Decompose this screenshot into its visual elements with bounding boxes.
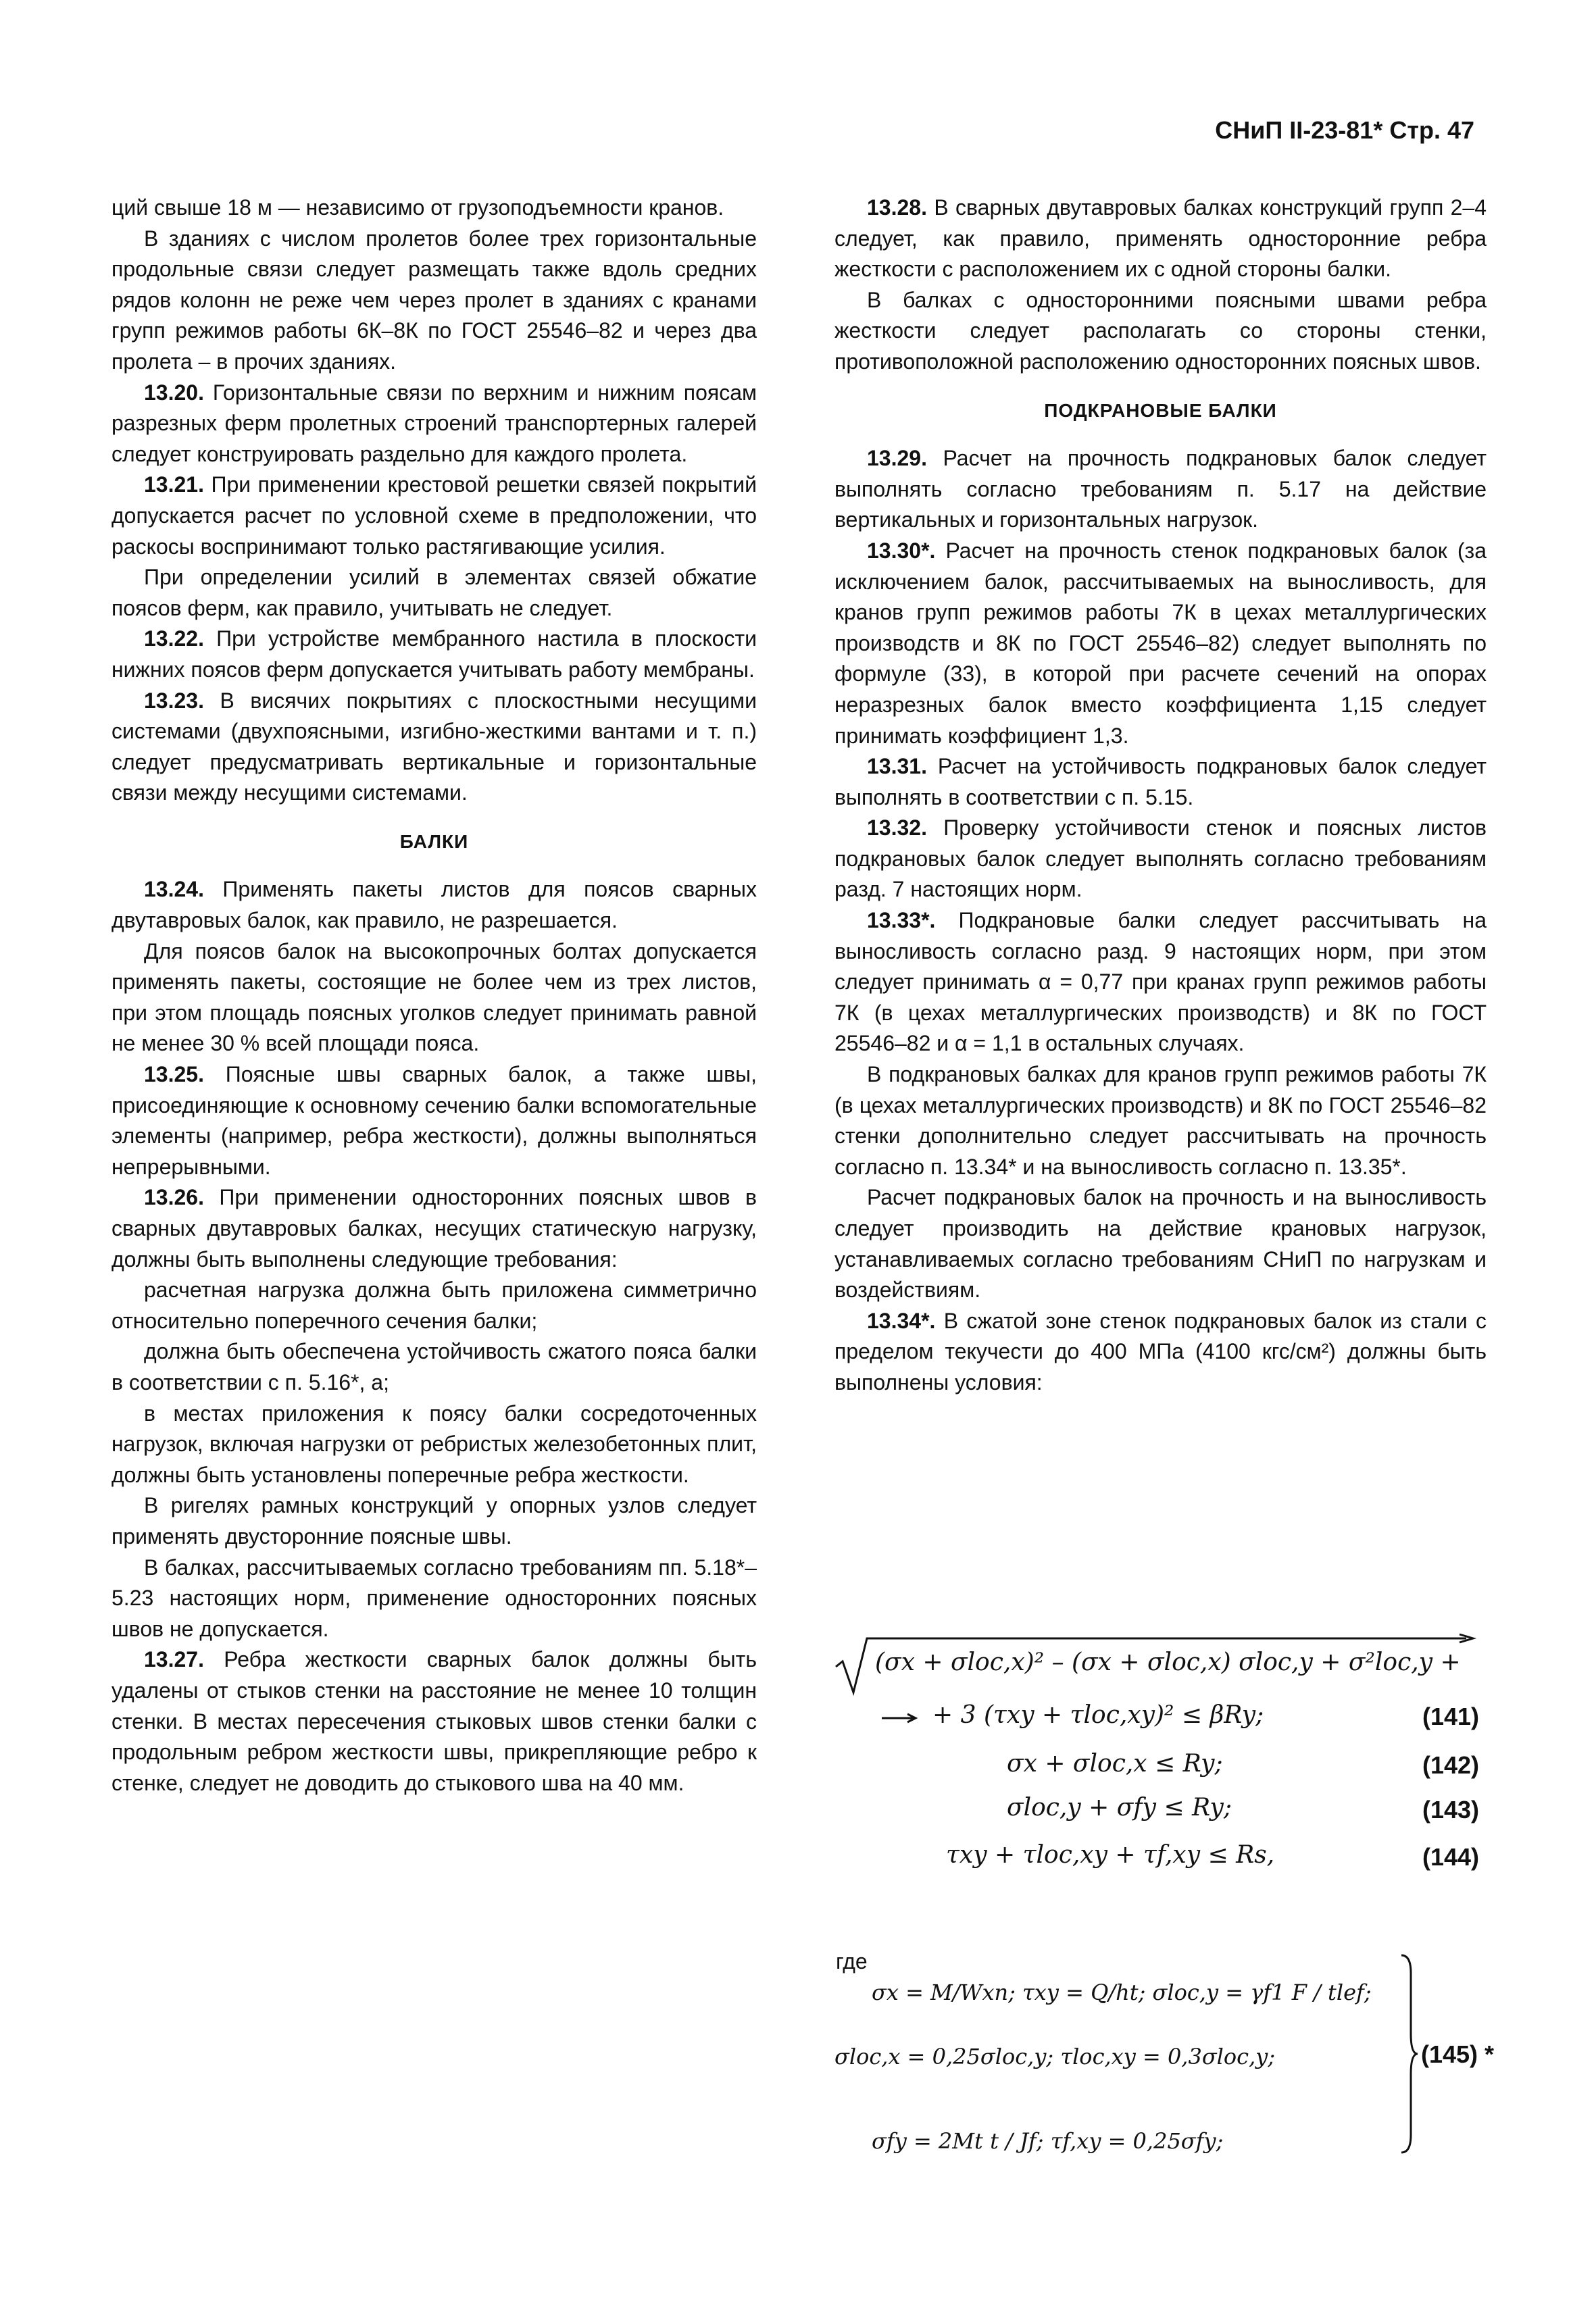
paragraph-text: Применять пакеты листов для поясов сварных двутавровых балок, как правило, не разрешается. [111,877,757,933]
paragraph [834,1059,1487,1182]
paragraph-text: При применении односторонних поясных швов в сварных двутавровых балках, несущих статическую нагрузку, должны быть выполнены следующие требования: [111,1185,757,1272]
clause-number: 13.31. [867,754,927,779]
paragraph-text: Для поясов балок на высокопрочных болтах допускается применять пакеты, состоящие не более чем из трех листов, при этом площадь поясных уголков следует принимать равной не менее 30 % всей площади пояса. [111,938,757,1056]
paragraph-text: должна быть обеспечена устойчивость сжатого пояса балки в соответствии с п. 5.16*, а; [111,1339,757,1394]
formula-number-142: (142) [1422,1751,1480,1779]
paragraph [111,193,757,224]
paragraph-text: В ригелях рамных конструкций у опорных узлов следует применять двусторонние поясные швы. [111,1493,757,1549]
paragraph [834,1306,1487,1399]
paragraph [834,751,1487,813]
paragraph [834,193,1487,285]
paragraph [111,1553,757,1645]
paragraph-text: расчетная нагрузка должна быть приложена симметрично относительно поперечного сечения балки; [111,1278,757,1333]
paragraph-text: Подкрановые балки следует рассчитывать на выносливость согласно разд. 9 настоящих норм, при этом следует принимать α = 0,77 при кранах групп режимов работы 7К (в цехах металлургических производств) и 8К по ГОСТ 25546–82 и α = 1,1 в остальных случаях. [834,908,1487,1056]
paragraph [111,224,757,378]
paragraph [834,536,1487,751]
paragraph [111,1644,757,1799]
paragraph-text: В зданиях с числом пролетов более трех горизонтальные продольные связи следует размещать также вдоль средних рядов колонн не реже чем через пролет в зданиях с кранами групп режимов работы 6К–8К по ГОСТ 25546–82 и через два пролета – в прочих зданиях. [111,226,757,374]
paragraph-text: Поясные швы сварных балок, а также швы, присоединяющие к основному сечению балки вспомогательные элементы (например, ребра жесткости), должны выполняться непрерывными. [111,1062,757,1179]
paragraph-text: Расчет на прочность подкрановых балок следует выполнять согласно требованиям п. 5.17 на действие вертикальных и горизонтальных нагрузок. [834,446,1487,532]
formula-145-row1: σx = M/Wxn; τxy = Q/ht; σloc,y = γf1 F / tlef; [872,1980,1372,2005]
clause-number: 13.29. [867,446,927,471]
paragraph-text: Расчет на прочность стенок подкрановых балок (за исключением балок, рассчитываемых на выносливость, для кранов групп режимов работы 7К в цехах металлургических производств и 8К по ГОСТ 25546–82) следует выполнять по формуле (33), в которой при расчете сечений на опорах неразрезных балок вместо коэффициента 1,15 следует принимать коэффициент 1,3. [834,538,1487,748]
section-heading: ПОДКРАНОВЫЕ БАЛКИ [1044,399,1277,421]
clause-number: 13.26. [144,1185,204,1210]
formula-141-line2: + 3 (τxy + τloc,xy)² ≤ βRy; [932,1701,1264,1729]
formula-145-row3: σfy = 2Mt t / Jf; τf,xy = 0,25σfy; [872,2128,1224,2154]
paragraph [111,562,757,624]
paragraph [834,813,1487,905]
clause-number: 13.27. [144,1647,204,1672]
paragraph-text: ций свыше 18 м — независимо от грузоподъемности кранов. [111,195,724,220]
right-brace [1399,1953,1419,2155]
paragraph-text: При определении усилий в элементах связей обжатие поясов ферм, как правило, учитывать не следует. [111,565,757,620]
paragraph [111,1182,757,1275]
formula-141-line1: (σx + σloc,x)² – (σx + σloc,x) σloc,y + σ²loc,y + [875,1649,1461,1676]
page-header: СНиП II-23-81* Стр. 47 [1215,116,1474,144]
paragraph-text: в местах приложения к поясу балки сосредоточенных нагрузок, включая нагрузки от ребристых железобетонных плит, должны быть установлены поперечные ребра жесткости. [111,1401,757,1487]
formula-number-144: (144) [1422,1843,1480,1871]
paragraph [111,1490,757,1552]
right-column [834,193,1487,1399]
paragraph-text: При устройстве мембранного настила в плоскости нижних поясов ферм допускается учитывать работу мембраны. [111,626,757,682]
paragraph [834,285,1487,378]
paragraph [111,874,757,936]
clause-number: 13.32. [867,815,927,840]
clause-number: 13.23. [144,688,204,713]
clause-number: 13.28. [867,195,927,220]
formula-number-143: (143) [1422,1796,1480,1823]
paragraph [111,1399,757,1491]
formula-142: σx + σloc,x ≤ Ry; [1007,1750,1223,1778]
paragraph-text: При применении крестовой решетки связей покрытий допускается расчет по условной схеме в предположении, что раскосы воспринимают только растягивающие усилия. [111,472,757,559]
formula-number-145: (145) * [1421,2040,1495,2068]
clause-number: 13.24. [144,877,204,902]
paragraph-text: В сжатой зоне стенок подкрановых балок из стали с пределом текучести до 400 МПа (4100 кгс/см²) должны быть выполнены условия: [834,1308,1487,1394]
paragraph-text: Ребра жесткости сварных балок должны быть удалены от стыков стенки на расстояние не менее 10 толщин стенки. В местах пересечения стыковых швов стенки балки с продольным ребром жесткости швы, прикрепляющие ребро к стенке, следует не доводить до стыкового шва на 40 мм. [111,1647,757,1795]
left-column [111,193,757,1799]
paragraph-text: В сварных двутавровых балках конструкций групп 2–4 следует, как правило, применять односторонние ребра жесткости с расположением их с одной стороны балки. [834,195,1487,282]
paragraph [111,624,757,685]
clause-number: 13.30*. [867,538,936,563]
paragraph [834,905,1487,1059]
paragraph [111,1336,757,1398]
clause-number: 13.34*. [867,1308,936,1333]
paragraph-text: В подкрановых балках для кранов групп режимов работы 7К (в цехах металлургических производств) и 8К по ГОСТ 25546–82 стенки дополнительно следует рассчитывать на прочность согласно п. 13.34* и на выносливость согласно п. 13.35*. [834,1062,1487,1179]
paragraph [111,1059,757,1182]
paragraph [111,378,757,470]
where-label: где [836,1949,868,1973]
paragraph [111,470,757,562]
clause-number: 13.22. [144,626,204,651]
clause-number: 13.25. [144,1062,204,1087]
paragraph [834,443,1487,536]
paragraph-text: Расчет подкрановых балок на прочность и на выносливость следует производить на действие крановых нагрузок, устанавливаемых согласно требованиям СНиП по нагрузкам и воздействиям. [834,1185,1487,1303]
section-heading: БАЛКИ [399,830,469,852]
formula-143: σloc,y + σfy ≤ Ry; [1007,1794,1232,1821]
paragraph-text: Горизонтальные связи по верхним и нижним поясам разрезных ферм пролетных строений транспортерных галерей следует конструировать раздельно для каждого пролета. [111,380,757,466]
paragraph-text: В висячих покрытиях с плоскостными несущими системами (двухпоясными, изгибно-жесткими вантами и т. п.) следует предусматривать вертикальные и горизонтальные связи между несущими системами. [111,688,757,805]
paragraph [834,1182,1487,1305]
paragraph [111,936,757,1059]
paragraph [111,1275,757,1336]
clause-number: 13.33*. [867,908,936,933]
paragraph-text: В балках с односторонними поясными швами ребра жесткости следует располагать со стороны стенки, противоположной расположению односторонних поясных швов. [834,287,1487,374]
formula-144: τxy + τloc,xy + τf,xy ≤ Rs, [946,1841,1275,1869]
clause-number: 13.21. [144,472,204,497]
paragraph [111,686,757,809]
paragraph-text: Расчет на устойчивость подкрановых балок следует выполнять в соответствии с п. 5.15. [834,754,1487,809]
paragraph-text: В балках, рассчитываемых согласно требованиям пп. 5.18*–5.23 настоящих норм, применение односторонних поясных швов не допускается. [111,1555,757,1641]
paragraph-text: Проверку устойчивости стенок и поясных листов подкрановых балок следует выполнять согласно требованиям разд. 7 настоящих норм. [834,815,1487,902]
formula-145-row2: σloc,x = 0,25σloc,y; τloc,xy = 0,3σloc,y; [834,2044,1276,2069]
formula-number-141: (141) [1422,1703,1480,1730]
clause-number: 13.20. [144,380,204,405]
